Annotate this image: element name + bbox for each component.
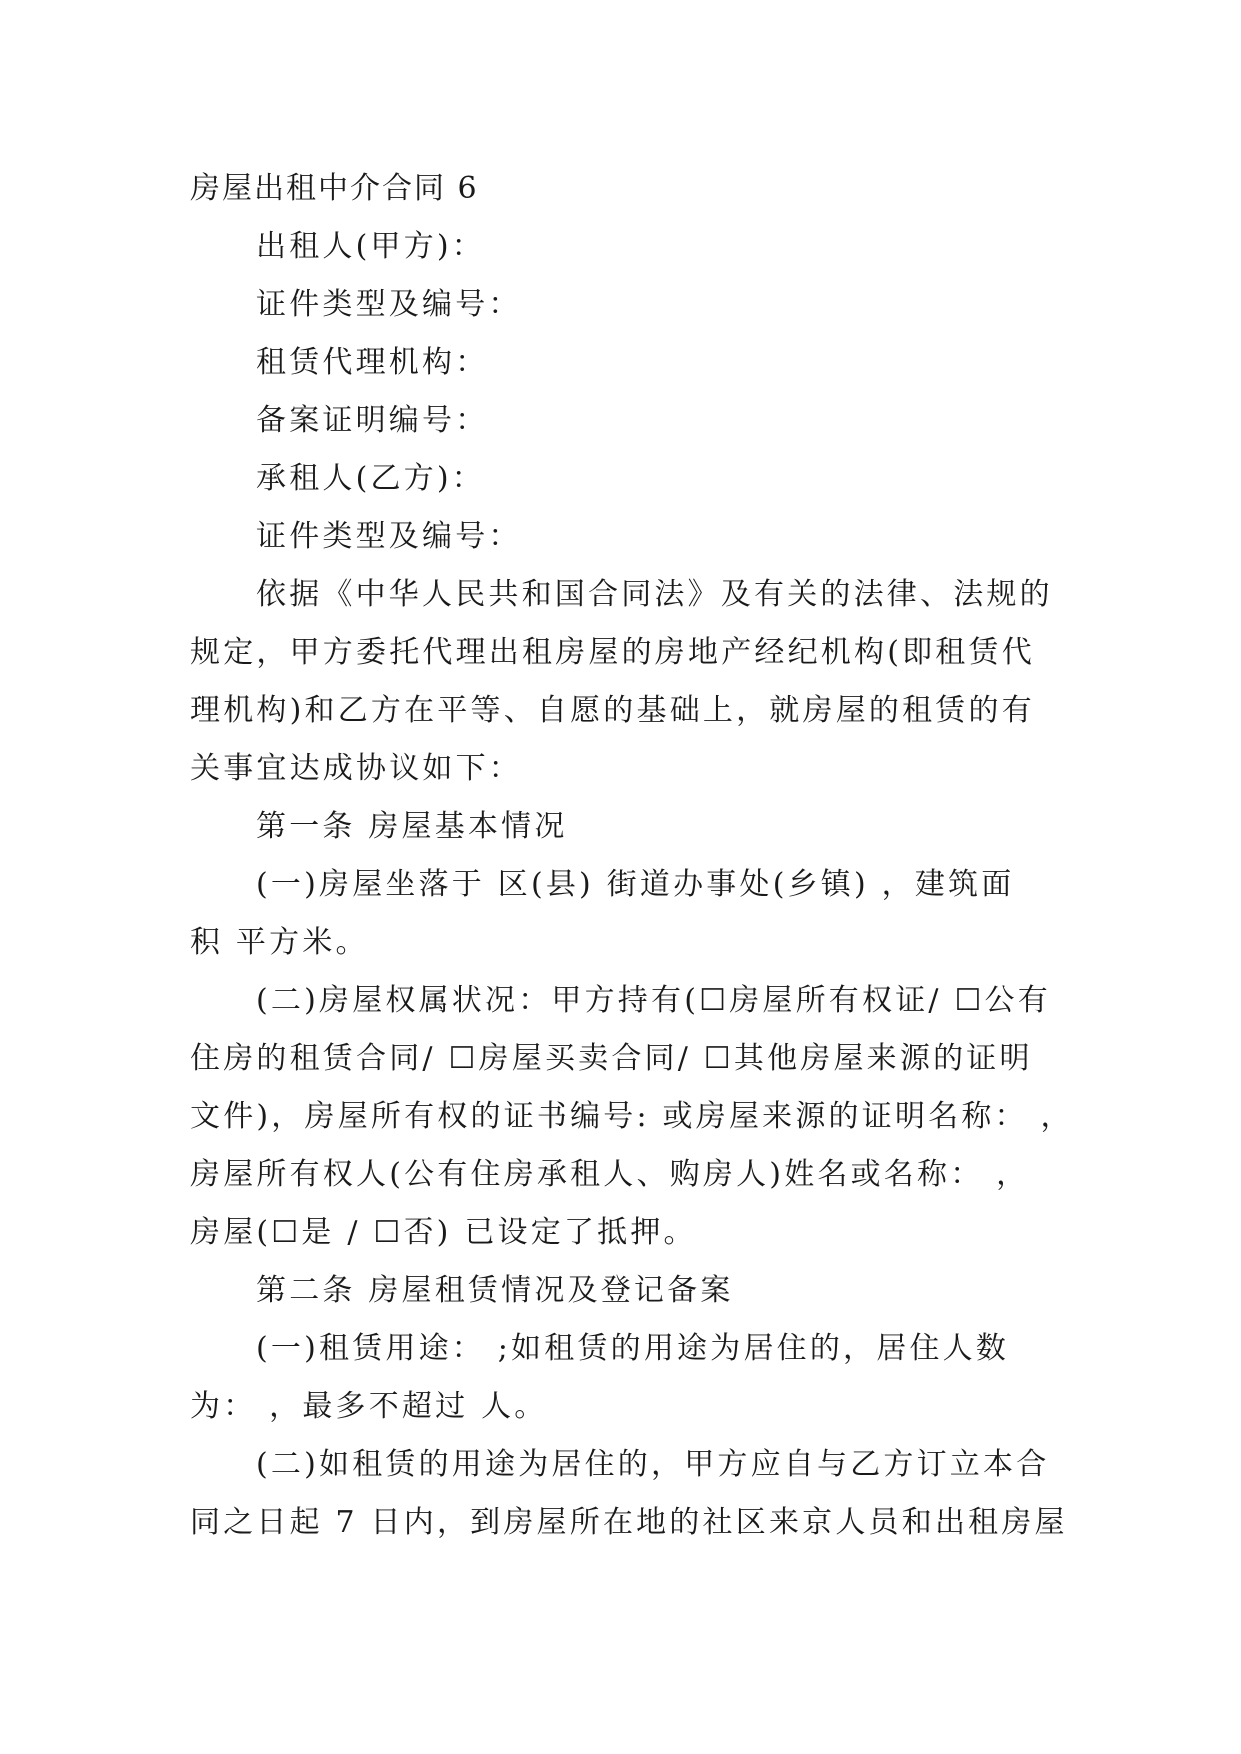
- article-1-clause-line: 房屋(☐是 / ☐否) 已设定了抵押。: [190, 1215, 697, 1250]
- article-2-clause-line: 同之日起 7 日内，到房屋所在地的社区来京人员和出租房屋: [190, 1505, 1068, 1540]
- document-title: 房屋出租中介合同 6: [190, 171, 479, 206]
- article-2-clause-line: 为： ，最多不超过 人。: [190, 1389, 548, 1424]
- article-1-clause-line: 住房的租赁合同/ ☐房屋买卖合同/ ☐其他房屋来源的证明: [190, 1041, 1033, 1076]
- preamble-line: 理机构)和乙方在平等、自愿的基础上，就房屋的租赁的有: [190, 693, 1035, 728]
- article-1-clause-line: (二)房屋权属状况：甲方持有(☐房屋所有权证/ ☐公有: [256, 983, 1051, 1018]
- article-2-clause-line: (一)租赁用途： ;如租赁的用途为居住的，居住人数: [256, 1331, 1010, 1366]
- preamble-line: 规定，甲方委托代理出租房屋的房地产经纪机构(即租赁代: [190, 635, 1035, 670]
- lessor-field-label: 出租人(甲方)：: [256, 229, 486, 264]
- lessee-id-field-label: 证件类型及编号：: [256, 519, 522, 554]
- filing-number-field-label: 备案证明编号：: [256, 403, 489, 438]
- agency-field-label: 租赁代理机构：: [256, 345, 489, 380]
- article-1-clause-line: 房屋所有权人(公有住房承租人、购房人)姓名或名称： ，: [190, 1157, 1030, 1192]
- lessor-id-field-label: 证件类型及编号：: [256, 287, 522, 322]
- preamble-line: 关事宜达成协议如下：: [190, 751, 522, 786]
- article-2-heading: 第二条 房屋租赁情况及登记备案: [256, 1273, 734, 1308]
- article-1-heading: 第一条 房屋基本情况: [256, 809, 568, 844]
- document-body: [190, 160, 1075, 1552]
- lessee-field-label: 承租人(乙方)：: [256, 461, 486, 496]
- article-1-clause-line: 积 平方米。: [190, 925, 369, 960]
- article-1-clause-line: 文件)，房屋所有权的证书编号: 或房屋来源的证明名称： ，: [190, 1099, 1074, 1134]
- article-2-clause-line: (二)如租赁的用途为居住的，甲方应自与乙方订立本合: [256, 1447, 1050, 1482]
- preamble-line: 依据《中华人民共和国合同法》及有关的法律、法规的: [256, 577, 1053, 612]
- article-1-clause-line: (一)房屋坐落于 区(县) 街道办事处(乡镇) ，建筑面: [256, 867, 1015, 902]
